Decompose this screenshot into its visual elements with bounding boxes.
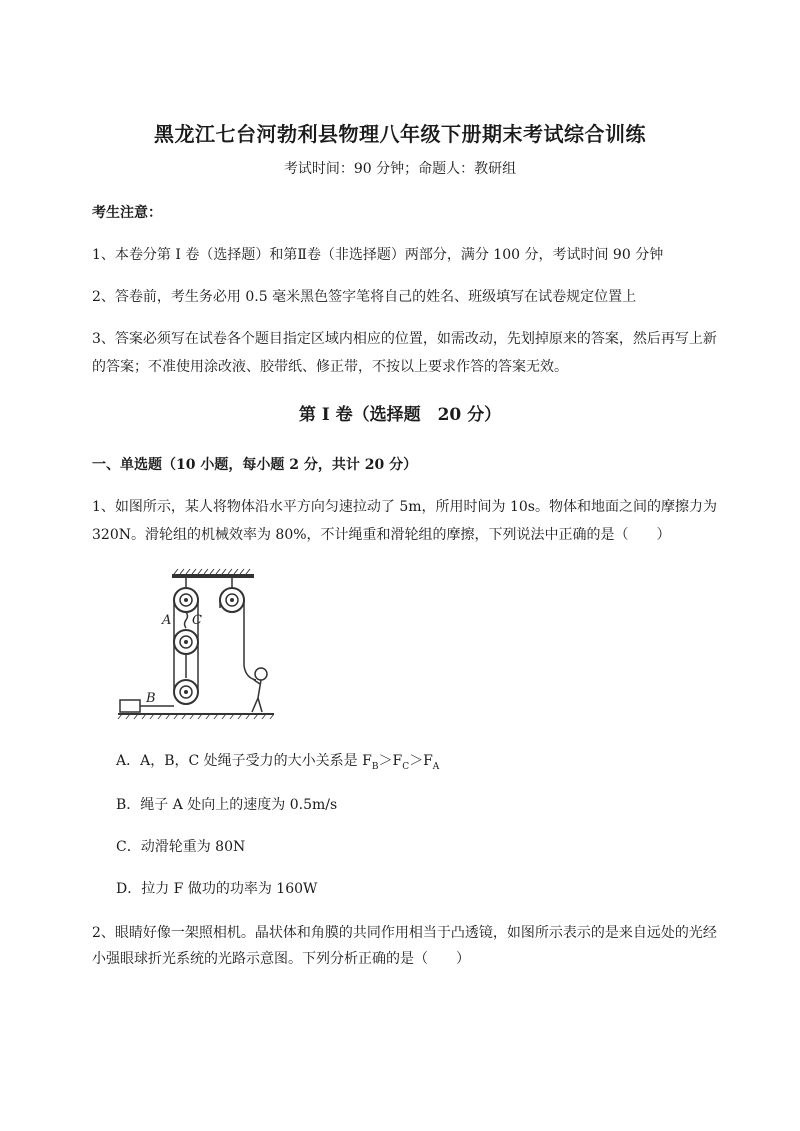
pulley-system-figure <box>116 568 276 720</box>
question-1-line-1: 1、如图所示，某人将物体沿水平方向匀速拉动了 5m，所用时间为 10s。物体和地面之间的摩擦力为 <box>92 499 717 515</box>
notice-heading: 考生注意： <box>92 205 162 221</box>
option-a-sub-c: C <box>402 761 410 772</box>
option-a-sub-b: B <box>371 761 379 772</box>
part-heading: 一、单选题（10 小题，每小题 2 分，共计 20 分） <box>92 457 418 473</box>
option-d: D．拉力 F 做功的功率为 160W <box>116 881 318 897</box>
label-a: A <box>162 613 172 628</box>
ceiling-beam <box>172 574 254 578</box>
notice-item-2: 2、答卷前，考生务必用 0.5 毫米黑色签字笔将自己的姓名、班级填写在试卷规定位置上 <box>92 289 637 305</box>
pulley-diagram <box>116 568 276 720</box>
option-a-gt-2: ＞F <box>409 753 433 769</box>
page-title: 黑龙江七台河勃利县物理八年级下册期末考试综合训练 <box>154 122 646 146</box>
option-c: C．动滑轮重为 80N <box>116 839 246 855</box>
ceiling-hatch <box>174 569 250 574</box>
section-title: 第 I 卷（选择题 20 分） <box>298 405 502 425</box>
exam-info: 考试时间：90 分钟；命题人：教研组 <box>283 161 517 177</box>
option-b: B．绳子 A 处向上的速度为 0.5m/s <box>116 797 338 813</box>
label-b: B <box>146 691 156 706</box>
person-head <box>255 668 267 680</box>
option-a <box>116 750 439 772</box>
question-1-line-2: 320N。滑轮组的机械效率为 80%，不计绳重和滑轮组的摩擦，下列说法中正确的是（ ） <box>92 527 671 543</box>
notice-item-1: 1、本卷分第 I 卷（选择题）和第Ⅱ卷（非选择题）两部分，满分 100 分，考试时间 90 分钟 <box>92 247 664 263</box>
notice-item-3-cont: 的答案；不准使用涂改液、胶带纸、修正带，不按以上要求作答的答案无效。 <box>92 359 568 375</box>
notice-item-3: 3、答案必须写在试卷各个题目指定区域内相应的位置，如需改动，先划掉原来的答案，然后再写上新 <box>92 331 717 347</box>
option-a-gt-1: ＞F <box>378 753 403 769</box>
label-c: C <box>192 613 202 628</box>
object-block <box>120 700 140 712</box>
question-2-line-1: 2、眼睛好像一架照相机。晶状体和角膜的共同作用相当于凸透镜，如图所示表示的是来自远处的光经 <box>92 925 717 941</box>
option-a-sub-a: A <box>432 761 440 772</box>
option-a-text: A．A，B，C 处绳子受力的大小关系是 F <box>116 753 372 769</box>
question-2-line-2: 小强眼球折光系统的光路示意图。下列分析正确的是（ ） <box>92 951 470 967</box>
